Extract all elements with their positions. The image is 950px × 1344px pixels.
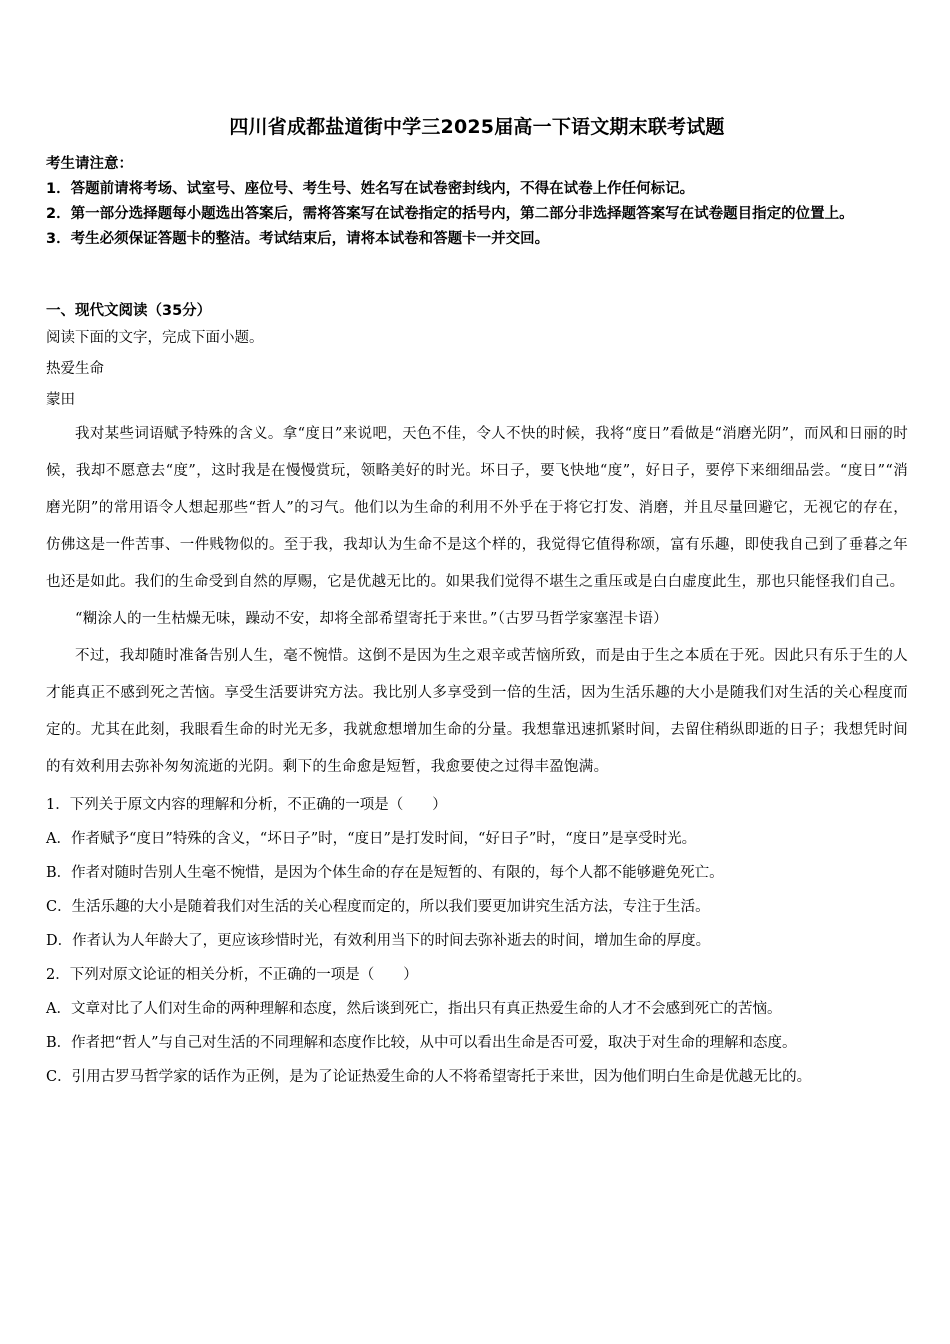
notice-item: 1．答题前请将考场、试室号、座位号、考生号、姓名写在试卷密封线内，不得在试卷上作任何标记。 [46, 181, 695, 197]
essay-author: 蒙田 [46, 392, 75, 408]
essay-paragraph: 我对某些词语赋予特殊的含义。拿“度日”来说吧，天色不佳，令人不快的时候，我将“度日”看做是“消磨光阴”，而风和日丽的时候，我却不愿意去“度”，这时我是在慢慢赏玩，领略美好的时光。坏日子，要飞快地“度”，好日子，要停下来细细品尝。“度日”“消磨光阴”的常用语令人想起那些“哲人”的习气。他们以为生命的利用不外乎在于将它打发、消磨，并且尽量回避它，无视它的存在，仿佛这是一件苦事、一件贱物似的。至于我，我却认为生命不是这个样的，我觉得它值得称颂，富有乐趣，即使我自己到了垂暮之年也还是如此。我们的生命受到自然的厚赐，它是优越无比的。如果我们觉得不堪生之重压或是白白虚度此生，那也只能怪我们自己。 [46, 426, 908, 590]
essay-body [46, 416, 908, 786]
question-stem: 1．下列关于原文内容的理解和分析，不正确的一项是（ ） [46, 797, 447, 813]
question-list [46, 788, 908, 1094]
essay-quote: “糊涂人的一生枯燥无味，躁动不安，却将全部希望寄托于来世。”（古罗马哲学家塞涅卡语） [75, 611, 668, 627]
candidate-notice [46, 152, 908, 252]
essay-paragraph: 不过，我却随时准备告别人生，毫不惋惜。这倒不是因为生之艰辛或苦恼所致，而是由于生之本质在于死。因此只有乐于生的人才能真正不感到死之苦恼。享受生活要讲究方法。我比别人多享受到一倍的生活，因为生活乐趣的大小是随我们对生活的关心程度而定的。尤其在此刻，我眼看生命的时光无多，我就愈想增加生命的分量。我想靠迅速抓紧时间，去留住稍纵即逝的日子；我想凭时间的有效利用去弥补匆匆流逝的光阴。剩下的生命愈是短暂，我愈要使之过得丰盈饱满。 [46, 648, 908, 775]
notice-heading: 考生请注意： [46, 156, 133, 172]
question-option: A．作者赋予“度日”特殊的含义，“坏日子”时，“度日”是打发时间，“好日子”时，“度日”是享受时光。 [46, 831, 697, 847]
question-option: B．作者对随时告别人生毫不惋惜，是因为个体生命的存在是短暂的、有限的，每个人都不能够避免死亡。 [46, 865, 724, 881]
question-option: B．作者把“哲人”与自己对生活的不同理解和态度作比较，从中可以看出生命是否可爱，取决于对生命的理解和态度。 [46, 1035, 797, 1051]
section-instruction: 阅读下面的文字，完成下面小题。 [46, 330, 264, 346]
section-heading: 一、现代文阅读（35分） [46, 303, 212, 319]
question-option: D．作者认为人年龄大了，更应该珍惜时光，有效利用当下的时间去弥补逝去的时间，增加生命的厚度。 [46, 933, 711, 949]
reading-section [46, 299, 908, 1094]
notice-item: 2．第一部分选择题每小题选出答案后，需将答案写在试卷指定的括号内，第二部分非选择题答案写在试卷题目指定的位置上。 [46, 206, 854, 222]
question-stem: 2．下列对原文论证的相关分析，不正确的一项是（ ） [46, 967, 418, 983]
question-option: C．引用古罗马哲学家的话作为正例，是为了论证热爱生命的人不将希望寄托于来世，因为他们明白生命是优越无比的。 [46, 1069, 812, 1085]
notice-item: 3．考生必须保证答题卡的整洁。考试结束后，请将本试卷和答题卡一并交回。 [46, 231, 550, 247]
question-option: A．文章对比了人们对生命的两种理解和态度，然后谈到死亡，指出只有真正热爱生命的人才不会感到死亡的苦恼。 [46, 1001, 782, 1017]
essay-title: 热爱生命 [46, 361, 104, 377]
exam-title: 四川省成都盐道街中学三2025届高一下语文期末联考试题 [229, 116, 725, 138]
question-option: C．生活乐趣的大小是随着我们对生活的关心程度而定的，所以我们要更加讲究生活方法，专注于生活。 [46, 899, 710, 915]
